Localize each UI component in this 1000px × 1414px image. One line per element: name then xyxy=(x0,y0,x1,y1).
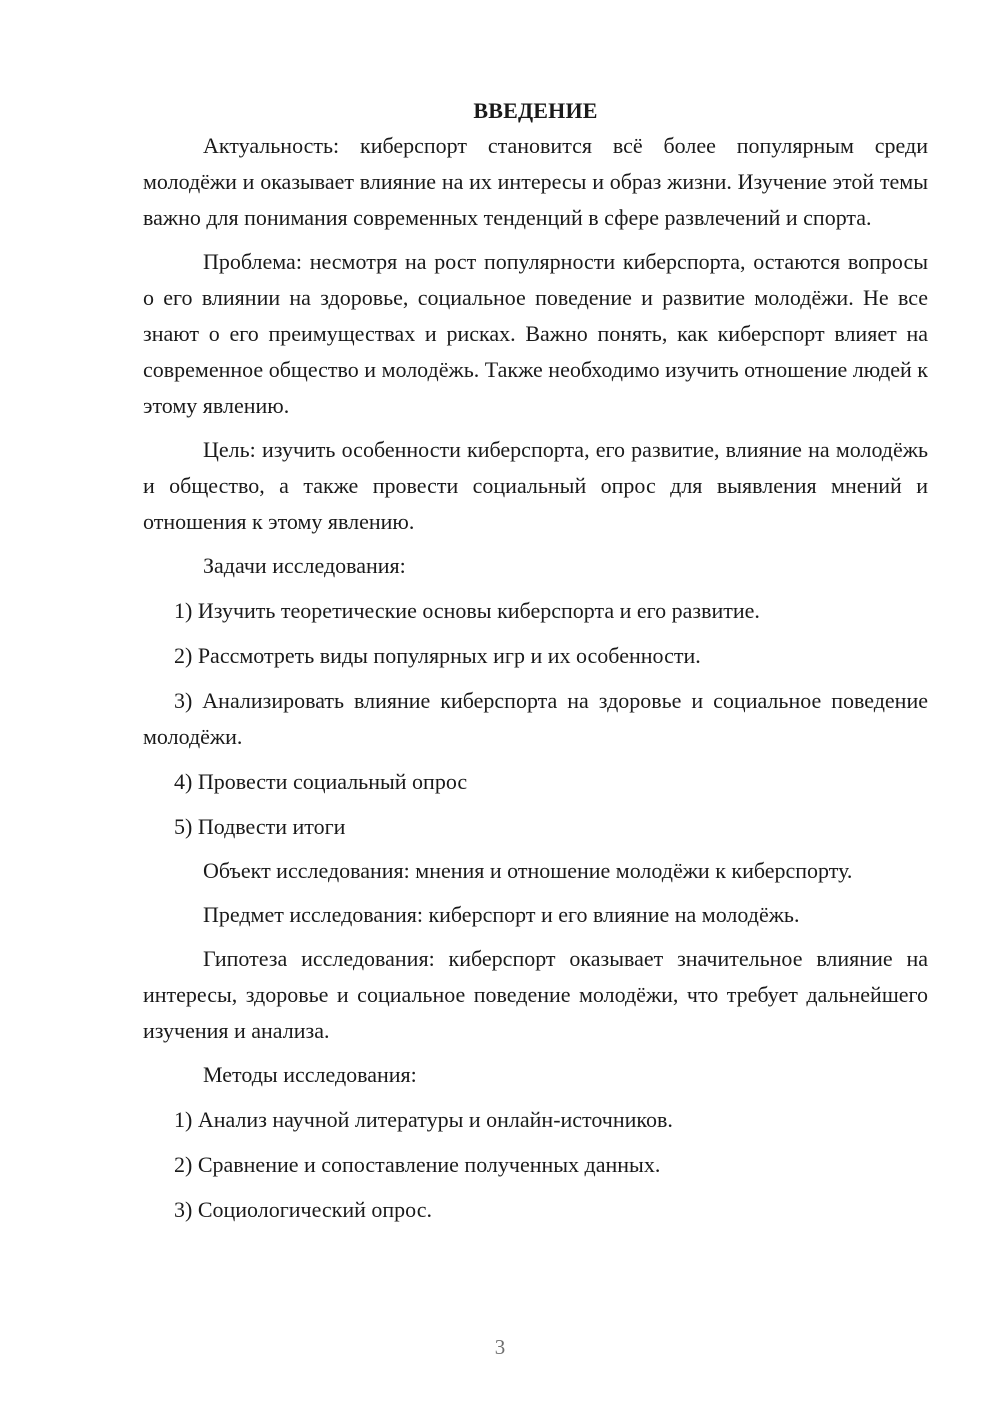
object-paragraph: Объект исследования: мнения и отношение молодёжи к киберспорту. xyxy=(203,858,853,883)
method-item: 2) Сравнение и сопоставление полученных данных. xyxy=(174,1152,661,1177)
goal-paragraph: Цель: изучить особенности киберспорта, его развитие, влияние на молодёжь и общество, а также провести социальный опрос для выявления мнений и отношения к этому явлению. xyxy=(143,437,928,534)
methods-title: Методы исследования: xyxy=(203,1062,417,1087)
hypothesis-paragraph: Гипотеза исследования: киберспорт оказывает значительное влияние на интересы, здоровье и социальное поведение молодёжи, что требует дальнейшего изучения и анализа. xyxy=(143,946,928,1043)
tasks-title: Задачи исследования: xyxy=(203,553,406,578)
document-page xyxy=(143,94,928,1228)
relevance-paragraph: Актуальность: киберспорт становится всё более популярным среди молодёжи и оказывает влияние на их интересы и образ жизни. Изучение этой темы важно для понимания современных тенденций в сфере развлечений и спорта. xyxy=(143,133,928,230)
page-number: 3 xyxy=(494,1335,506,1359)
subject-paragraph: Предмет исследования: киберспорт и его влияние на молодёжь. xyxy=(203,902,800,927)
section-heading: ВВЕДЕНИЕ xyxy=(473,98,598,123)
task-item: 5) Подвести итоги xyxy=(174,814,346,839)
method-item: 1) Анализ научной литературы и онлайн-источников. xyxy=(174,1107,673,1132)
task-item: 2) Рассмотреть виды популярных игр и их особенности. xyxy=(174,643,701,668)
task-item: 3) Анализировать влияние киберспорта на здоровье и социальное поведение молодёжи. xyxy=(143,688,928,749)
task-item: 4) Провести социальный опрос xyxy=(174,769,468,794)
problem-paragraph: Проблема: несмотря на рост популярности киберспорта, остаются вопросы о его влиянии на здоровье, социальное поведение и развитие молодёжи. Не все знают о его преимуществах и рисках. Важно понять, как киберспорт влияет на современное общество и молодёжь. Также необходимо изучить отношение людей к этому явлению. xyxy=(143,249,928,418)
task-item: 1) Изучить теоретические основы киберспорта и его развитие. xyxy=(174,598,760,623)
method-item: 3) Социологический опрос. xyxy=(174,1197,432,1222)
